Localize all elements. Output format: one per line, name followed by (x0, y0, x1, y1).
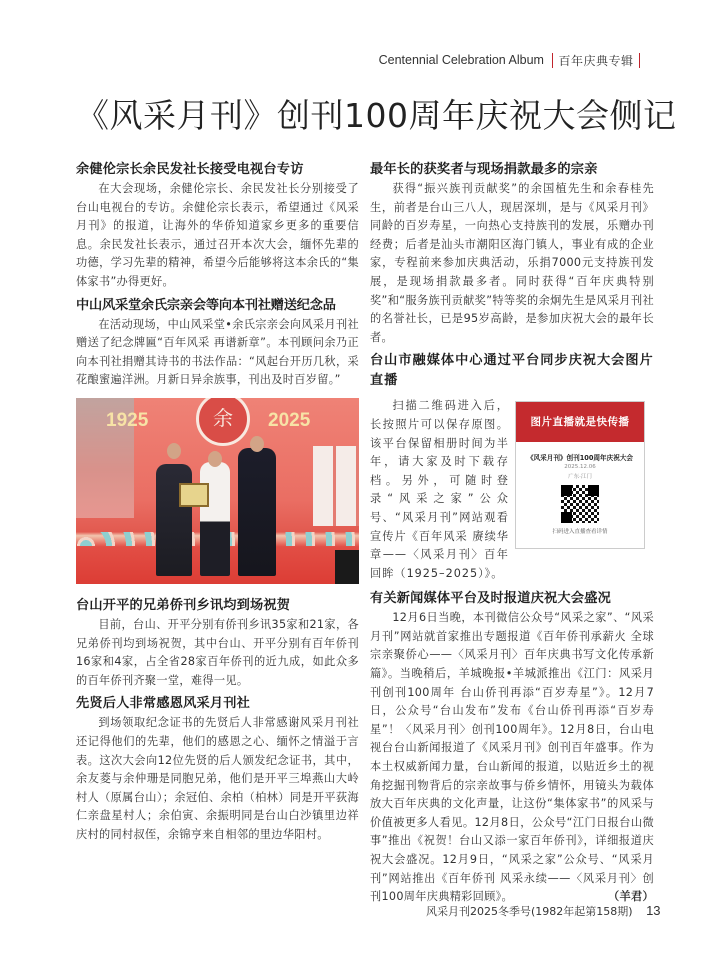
commemorative-plaque (179, 483, 209, 507)
section-label-en: Centennial Celebration Album (378, 53, 544, 67)
photo-calligraphy (313, 446, 359, 526)
section-body: 目前，台山、开平分别有侨刊乡讯35家和21家，各兄弟侨刊均到场祝贺，其中台山、开平分别有百年侨刊16家和4家，占全省28家百年侨刊的近九成，如此众多的百年侨刊齐聚一堂，难得一见。 (76, 617, 359, 687)
article-section (76, 694, 359, 844)
qr-card-title: 《风采月刊》创刊100周年庆祝大会 (526, 454, 634, 463)
article-section (370, 589, 654, 907)
qr-card-banner: 图片直播就是快传播 (516, 402, 644, 442)
section-heading: 先贤后人非常感恩风采月刊社 (76, 696, 251, 712)
left-column (76, 160, 359, 848)
article-section (76, 296, 359, 390)
section-heading: 台山开平的兄弟侨刊乡讯均到场祝贺 (76, 597, 291, 613)
qr-block (370, 397, 654, 583)
photo-year-left: 1925 (106, 409, 149, 431)
ceremony-photo (76, 398, 359, 584)
qr-card-caption: 扫码进入直播查看详情 (552, 529, 608, 536)
issue-info: 风采月刊2025冬季号(1982年起第158期) (426, 905, 633, 918)
article-title: 《风采月刊》创刊100周年庆祝大会侧记 (76, 96, 677, 135)
right-column (370, 160, 654, 911)
page-footer (426, 903, 661, 919)
article-section (76, 160, 359, 292)
person-center (200, 462, 230, 576)
section-body: 在活动现场，中山风采堂•余氏宗亲会向风采月刊社赠送了纪念牌匾“百年风采 再谱新章”。本刊顾问余乃正向本刊社捐赠其诗书的书法作品：“风起台开历几秋，采花酿蜜遍洋洲。月新日异余族事，刊出及时百岁留。” (76, 317, 359, 387)
section-label-cn: 百年庆典专辑 (558, 53, 634, 68)
section-heading: 余健伦宗长余民发社长接受电视台专访 (76, 162, 304, 177)
section-heading: 台山市融媒体中心通过平台同步庆祝大会图片直播 (370, 353, 654, 389)
person-left (156, 464, 192, 576)
photo-stage-speaker (335, 550, 359, 584)
qr-card-date: 2025.12.06 (564, 464, 596, 471)
section-body: 扫描二维码进入后，长按照片可以保存原图。该平台保留相册时间为半年，请大家及时下载存档。另外，可随时登录“风采之家”公众号、“风采月刊”网站观看宣传片《百年风采 赓续华章——〈风采月刊〉百年回眸（1925–2025）》。 (370, 399, 509, 580)
section-body: 在大会现场，余健伦宗长、余民发社长分别接受了台山电视台的专访。余健伦宗长表示，希望通过《风采月刊》的报道，让海外的华侨知道家乡更多的重要信息。余民发社长表示，通过召开本次大会，缅怀先辈的功德，学习先辈的精神，希望今后能够将这本余氏的“集体家书”办得更好。 (76, 182, 359, 288)
section-heading: 中山风采堂余氏宗亲会等向本刊社赠送纪念品 (76, 297, 336, 313)
person-head (208, 451, 222, 467)
person-head (250, 436, 264, 452)
author-signature: （羊君） (608, 890, 654, 904)
qr-card-location: 广东·江门 (568, 474, 592, 481)
section-body: 12月6日当晚，本刊微信公众号“风采之家”、“风采月刊”网站就首家推出专题报道《百年侨刊承薪火 全球宗亲聚侨心——〈风采月刊〉百年庆典书写文化传承新篇》。当晚稍后，羊城晚报•羊城派推出《江门：风采月刊创刊100周年 台山侨刊再添“百岁寿星”》。12月7日，公众号“台山发布”发布《台山侨刊再添“百岁寿星”！〈风采月刊〉创刊100周年》。12月8日，台山电视台台山新闻报道了《风采月刊》创刊百年盛事。作为本土权威新闻力量，台山新闻的报道，以贴近乡土的视角挖掘刊物背后的宗亲故事与侨乡情怀，用镜头为载体放大百年庆典的文化声量，让这份“集体家书”的风采与价值被更多人看见。12月8日，公众号“江门日报台山微事”推出《祝贺！台山又添一家百年侨刊》，详细报道庆祝大会盛况。12月9日，“风采之家”公众号、“风采月刊”网站推出《百年侨刊 风采永续——〈风采月刊〉创刊100周年庆典精彩回顾》。 (370, 611, 654, 904)
person-right (238, 448, 276, 576)
photo-year-right: 2025 (268, 409, 311, 431)
person-head (167, 443, 181, 459)
qr-text (370, 397, 509, 583)
article-section (370, 351, 654, 583)
section-heading: 最年长的获奖者与现场捐款最多的宗亲 (370, 162, 598, 177)
page-number: 13 (646, 903, 661, 918)
qr-code-icon[interactable] (561, 485, 599, 523)
section-heading: 有关新闻媒体平台及时报道庆祝大会盛况 (370, 591, 611, 607)
qr-card[interactable] (515, 401, 645, 549)
divider (552, 53, 554, 68)
section-body: 到场领取纪念证书的先贤后人非常感谢风采月刊社还记得他们的先辈，他们的感恩之心、缅怀之情溢于言表。这次大会向12位先贤的后人颁发纪念证书，其中，余友菱与余仲珊是同胞兄弟，他们是开平三埠燕山大岭村人（原属台山）；余冠伯、余柏（柏林）同是开平荻海仁亲盘星村人；余伯寅、余振明同是台山白沙镇里边祥庆村的同村叔侄，余锦亨来自相邻的里边华阳村。 (76, 716, 359, 841)
section-header (379, 50, 645, 70)
article-section (370, 160, 654, 347)
photo-emblem: 余 (196, 398, 250, 446)
article-section (76, 596, 359, 690)
divider (639, 53, 641, 68)
section-body: 获得“振兴族刊贡献奖”的余国植先生和余春桂先生，前者是台山三八人，现居深圳，是与《风采月刊》同龄的百岁寿星，一向热心支持族刊的发展，乐赠办刊经费；后者是汕头市潮阳区海门镇人，事业有成的企业家，专程前来参加庆典活动，乐捐7000元支持族刊发展，是现场捐款最多者。同时获得“百年庆典特别奖”和“服务族刊贡献奖”特等奖的余炯先生是风采月刊社的名誉社长，已是95岁高龄，是参加庆祝大会的最年长者。 (370, 182, 654, 344)
